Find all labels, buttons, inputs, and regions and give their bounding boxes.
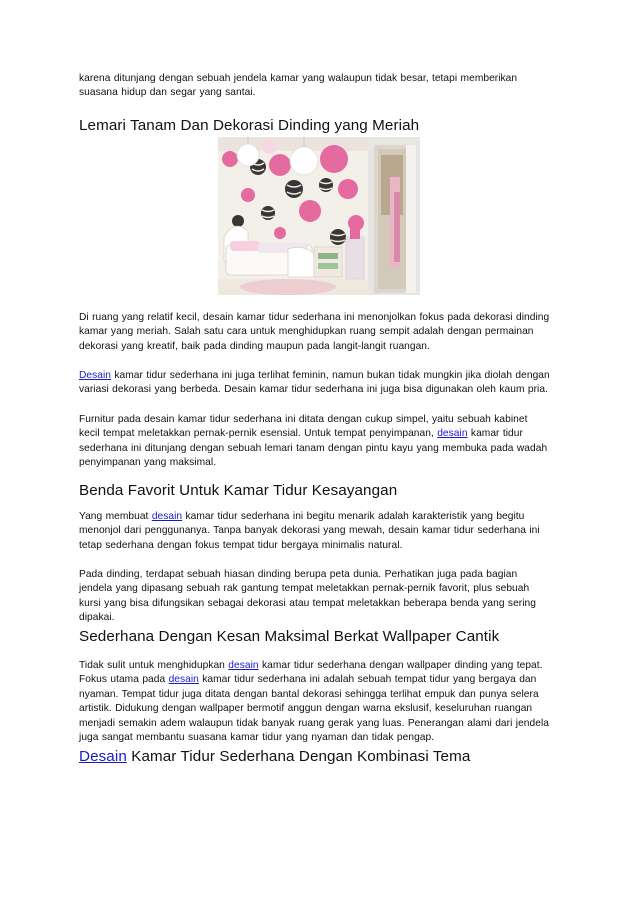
desain-link[interactable]: desain bbox=[228, 660, 259, 671]
section-heading-lemari: Lemari Tanam Dan Dekorasi Dinding yang Meriah bbox=[79, 117, 420, 134]
text-line bbox=[79, 659, 565, 673]
desain-link[interactable]: desain bbox=[168, 674, 199, 686]
desain-link[interactable]: desain bbox=[151, 511, 183, 522]
bedroom-illustration bbox=[218, 137, 420, 295]
text-line: sederhana ini ditunjang dengan sebuah lemari tanam dengan pintu kayu yang membuka pada wadah bbox=[79, 442, 548, 454]
text-line: dekorasi yang kreatif, baik pada dinding maupun pada langit-langit ruangan. bbox=[79, 340, 430, 352]
paragraph bbox=[79, 659, 565, 745]
text-line bbox=[79, 510, 565, 524]
text-line: kursi yang bisa difungsikan sebagai dekorasi atau tempat meletakkan beberapa benda yang sering bbox=[79, 597, 536, 609]
text-line: penyimpanan yang maksimal. bbox=[79, 457, 217, 469]
text-line bbox=[79, 673, 565, 687]
text-line: dipakai. bbox=[79, 612, 115, 624]
text-fragment: kamar tidur sederhana dengan wallpaper dinding yang tepat. bbox=[258, 660, 543, 671]
text-line: Furnitur pada desain kamar tidur sederhana ini ditata dengan cukup simpel, yaitu sebuah kabinet bbox=[79, 414, 528, 425]
desain-link[interactable]: desain bbox=[437, 428, 468, 440]
heading-text: Kamar Tidur Sederhana Dengan Kombinasi Tema bbox=[126, 748, 471, 765]
text-line bbox=[79, 427, 565, 441]
text-line: jendela yang dipasang sebuah rak gantung tempat meletakkan pernak-pernik favorit, plus sebuah bbox=[79, 583, 530, 595]
text-fragment: kamar tidur sederhana ini begitu menarik adalah karakteristik yang begitu bbox=[182, 511, 525, 522]
text-line: variasi dekorasi yang berbeda. Desain kamar tidur sederhana ini juga bisa digunakan oleh kaum pria. bbox=[79, 384, 548, 396]
paragraph bbox=[79, 568, 565, 626]
paragraph bbox=[79, 413, 565, 471]
text-fragment: kamar tidur sederhana ini adalah sebuah tempat tidur yang bergaya dan bbox=[198, 674, 537, 686]
bedroom-photo bbox=[218, 137, 420, 295]
text-fragment: kamar tidur sederhana ini juga terlihat feminin, namun bukan tidak mungkin jika diolah dengan bbox=[111, 370, 550, 381]
text-line: karena ditunjang dengan sebuah jendela kamar yang walaupun tidak besar, tetapi memberikan bbox=[79, 73, 518, 84]
desain-link[interactable]: Desain bbox=[79, 370, 112, 381]
text-line: juga sangat membantu suasana kamar tidur yang nyaman dan tidak pengap. bbox=[79, 732, 435, 744]
text-line bbox=[79, 369, 565, 383]
text-fragment: Fokus utama pada bbox=[79, 674, 169, 686]
text-line: Pada dinding, terdapat sebuah hiasan dinding berupa peta dunia. Perhatikan juga pada bagian bbox=[79, 569, 518, 580]
text-fragment: Yang membuat bbox=[79, 511, 152, 522]
section-heading-wallpaper: Sederhana Dengan Kesan Maksimal Berkat Wallpaper Cantik bbox=[79, 628, 500, 645]
text-fragment: kamar tidur bbox=[467, 428, 523, 440]
section-heading-kombinasi-tema bbox=[79, 748, 470, 766]
text-line: artistik. Didukung dengan wallpaper bermotif anggun dengan warna ekslusif, keseluruhan ruangan bbox=[79, 703, 533, 715]
paragraph bbox=[79, 510, 565, 553]
text-line: menjadi semakin adem walaupun tidak banyak ruang gerak yang luas. Penerangan alami dari jendela bbox=[79, 717, 549, 729]
text-line: nyaman. Tempat tidur juga ditata dengan bantal dekorasi sehingga terlihat empuk dan punya selera bbox=[79, 688, 539, 700]
intro-paragraph bbox=[79, 72, 565, 101]
text-line: kamar yang meriah. Salah satu cara untuk menghidupkan ruang sempit adalah dengan permainan bbox=[79, 326, 534, 338]
text-fragment: Tidak sulit untuk menghidupkan bbox=[79, 660, 229, 671]
text-line: Di ruang yang relatif kecil, desain kamar tidur sederhana ini menonjolkan fokus pada dekorasi dinding bbox=[79, 312, 550, 323]
text-line: suasana hidup dan segar yang santai. bbox=[79, 87, 256, 99]
text-fragment: kecil tempat meletakkan pernak-pernik esensial. Untuk tempat penyimpanan, bbox=[79, 428, 438, 440]
paragraph bbox=[79, 311, 565, 354]
desain-heading-link[interactable]: Desain bbox=[79, 748, 127, 765]
section-heading-benda-favorit: Benda Favorit Untuk Kamar Tidur Kesayangan bbox=[79, 482, 398, 499]
paragraph bbox=[79, 369, 565, 398]
text-line: tetap sederhana dengan fokus tempat tidur bergaya minimalis natural. bbox=[79, 539, 403, 551]
text-line: menonjol dari penggunanya. Tanpa banyak dekorasi yang mewah, desain kamar tidur sederhana ini bbox=[79, 525, 540, 537]
